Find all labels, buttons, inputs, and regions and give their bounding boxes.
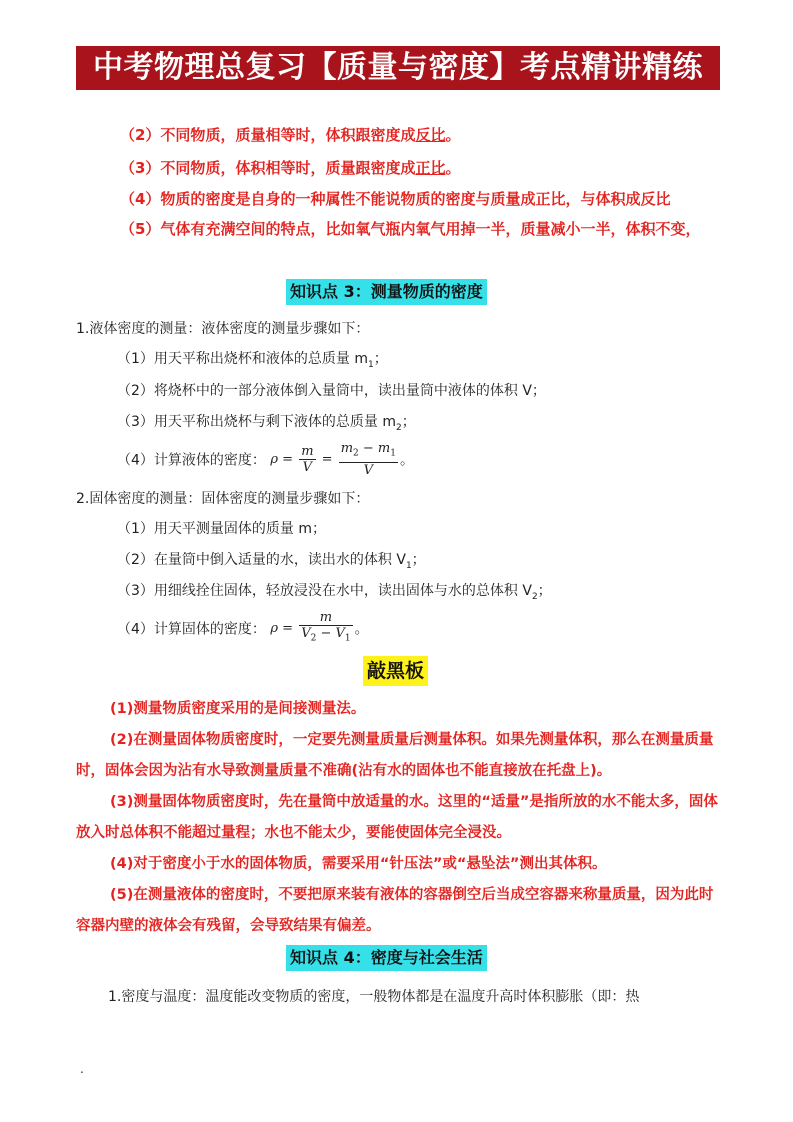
liquid-step-4: （4）计算液体的密度： ρ = $\frac{m}{V}$ = $\frac{m_2 - m_1}{V}$ 。: [117, 441, 414, 478]
liquid-heading: 1.液体密度的测量：液体密度的测量步骤如下：: [76, 321, 370, 337]
blackboard-item-5: (5)在测量液体的密度时，不要把原来装有液体的容器倒空后当成空容器来称量质量，因为此时容器内壁的液体会有残留，会导致结果有偏差。: [76, 887, 714, 934]
blackboard-item-2: (2)在测量固体物质密度时，一定要先测量质量后测量体积。如果先测量体积，那么在测量质量时，固体会因为沾有水导致测量质量不准确(沾有水的固体也不能直接放在托盘上)。: [76, 732, 714, 779]
section-4-line-1: 1.密度与温度：温度能改变物质的密度，一般物体都是在温度升高时体积膨胀（即：热: [108, 989, 640, 1005]
solid-step-4: （4）计算固体的密度： ρ = $\frac{m}{V_2 - V_1}$ 。: [117, 610, 369, 647]
red-point-4: （4）物质的密度是自身的一种属性不能说物质的密度与质量成正比，与体积成反比: [120, 190, 671, 208]
liquid-step-3: （3）用天平称出烧杯与剩下液体的总质量 $m_2$；: [117, 414, 416, 433]
blackboard-item-1: (1)测量物质密度采用的是间接测量法。: [110, 701, 366, 717]
solid-density-formula: ρ = $\frac{m}{V_2 - V_1}$: [270, 610, 351, 644]
blackboard-item-4: (4)对于密度小于水的固体物质，需要采用“针压法”或“悬坠法”测出其体积。: [110, 856, 607, 872]
solid-step-2: （2）在量筒中倒入适量的水，读出水的体积 $V_1$；: [117, 552, 426, 571]
blackboard-title: 敲黑板: [363, 656, 428, 686]
solid-heading: 2.固体密度的测量：固体密度的测量步骤如下：: [76, 491, 370, 507]
red-point-5: （5）气体有充满空间的特点，比如氧气瓶内氧气用掉一半，质量减小一半，体积不变，: [120, 220, 701, 238]
blackboard-item-3: (3)测量固体物质密度时，先在量筒中放适量的水。这里的“适量”是指所放的水不能太多，固体放入时总体积不能超过量程；水也不能太少，要能使固体完全浸没。: [76, 794, 718, 841]
solid-step-1: （1）用天平测量固体的质量 m；: [117, 521, 326, 537]
page-title: 中考物理总复习【质量与密度】考点精讲精练: [76, 46, 720, 90]
red-point-3: （3）不同物质，体积相等时，质量跟密度成正比。: [120, 159, 461, 177]
section-3-title: 知识点 3：测量物质的密度: [286, 279, 487, 305]
liquid-density-formula: ρ = $\frac{m}{V}$ = $\frac{m_2 - m_1}{V}$: [270, 441, 396, 478]
section-4-title: 知识点 4：密度与社会生活: [286, 945, 487, 971]
red-point-2: （2）不同物质，质量相等时，体积跟密度成反比。: [120, 126, 461, 144]
liquid-step-1: （1）用天平称出烧杯和液体的总质量 $m_1$；: [117, 351, 388, 370]
solid-step-3: （3）用细线拴住固体，轻放浸没在水中，读出固体与水的总体积 $V_2$；: [117, 583, 552, 602]
liquid-step-2: （2）将烧杯中的一部分液体倒入量筒中，读出量筒中液体的体积 V；: [117, 383, 546, 399]
footer-dot: .: [80, 1062, 84, 1076]
